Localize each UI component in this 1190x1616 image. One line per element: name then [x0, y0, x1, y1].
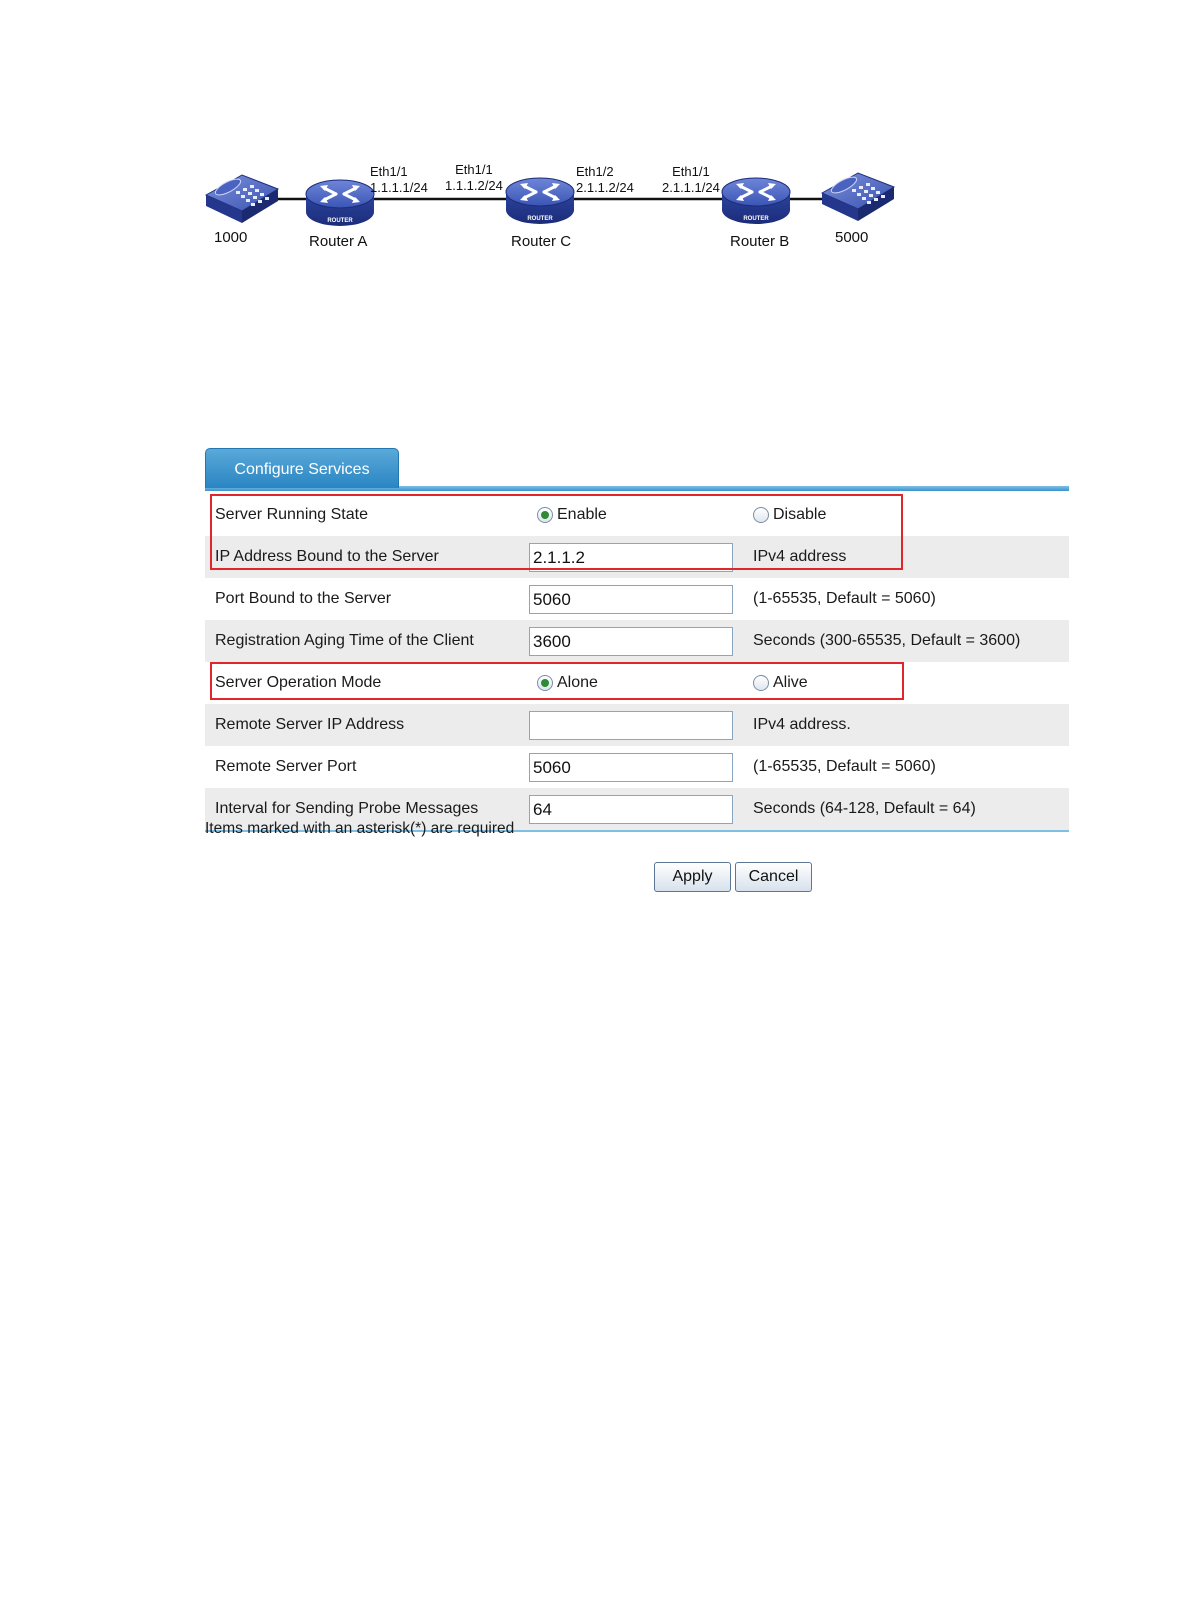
probe-interval-input[interactable]	[529, 795, 733, 824]
ip-address-bound-label: IP Address Bound to the Server	[215, 548, 439, 565]
port-iface: Eth1/2	[576, 164, 614, 179]
remote-ip-input[interactable]	[529, 711, 733, 740]
port-bound-hint: (1-65535, Default = 5060)	[753, 590, 936, 607]
remote-ip-label: Remote Server IP Address	[215, 716, 405, 733]
radio-selected-icon[interactable]	[537, 675, 553, 691]
endpoint-label-left: 1000	[214, 229, 248, 246]
ip-phone-icon	[822, 173, 894, 221]
enable-radio[interactable]	[537, 494, 607, 536]
required-fields-note: Items marked with an asterisk(*) are required	[205, 820, 515, 837]
remote-port-input[interactable]	[529, 753, 733, 782]
port-iface: Eth1/1	[455, 162, 493, 177]
tab-configure-services[interactable]: Configure Services	[205, 448, 399, 488]
router-c-label: Router C	[511, 233, 572, 250]
radio-unselected-icon[interactable]	[753, 507, 769, 523]
router-c-icon	[506, 178, 574, 224]
row-remote-server-port	[205, 746, 1069, 788]
probe-interval-label: Interval for Sending Probe Messages	[215, 800, 479, 817]
configure-services-panel	[205, 448, 1069, 832]
router-a-icon	[306, 180, 374, 226]
router-b-label: Router B	[730, 233, 790, 250]
enable-radio-label: Enable	[557, 506, 607, 523]
router-badge-text: ROUTER	[743, 216, 769, 222]
port-bound-label: Port Bound to the Server	[215, 590, 392, 607]
ip-address-bound-hint: IPv4 address	[753, 548, 847, 565]
port-label-routerC-right	[576, 164, 634, 196]
remote-port-hint: (1-65535, Default = 5060)	[753, 758, 936, 775]
tab-bar	[205, 448, 1069, 492]
aging-time-input[interactable]	[529, 627, 733, 656]
settings-table	[205, 494, 1069, 832]
port-ip: 1.1.1.2/24	[445, 178, 503, 193]
row-ip-address-bound	[205, 536, 1069, 578]
network-topology-diagram	[0, 0, 1190, 260]
alive-radio-label: Alive	[773, 674, 808, 691]
radio-selected-icon[interactable]	[537, 507, 553, 523]
row-remote-server-ip	[205, 704, 1069, 746]
topology-svg	[0, 0, 1190, 260]
port-label-routerC-left	[445, 162, 503, 194]
row-registration-aging-time	[205, 620, 1069, 662]
port-ip: 1.1.1.1/24	[370, 180, 428, 195]
remote-port-label: Remote Server Port	[215, 758, 357, 775]
aging-time-hint: Seconds (300-65535, Default = 3600)	[753, 632, 1021, 649]
remote-ip-hint: IPv4 address.	[753, 716, 851, 733]
port-ip: 2.1.1.1/24	[662, 180, 720, 195]
alone-radio-label: Alone	[557, 674, 598, 691]
port-iface: Eth1/1	[672, 164, 710, 179]
ip-phone-icon	[206, 175, 278, 223]
apply-button[interactable]: Apply	[654, 862, 731, 892]
radio-unselected-icon[interactable]	[753, 675, 769, 691]
row-port-bound	[205, 578, 1069, 620]
server-running-state-label: Server Running State	[215, 506, 368, 523]
cancel-button[interactable]: Cancel	[735, 862, 812, 892]
router-a-label: Router A	[309, 233, 368, 250]
disable-radio[interactable]	[753, 494, 826, 536]
port-ip: 2.1.1.2/24	[576, 180, 634, 195]
router-b-icon	[722, 178, 790, 224]
probe-interval-hint: Seconds (64-128, Default = 64)	[753, 800, 976, 817]
router-badge-text: ROUTER	[327, 218, 353, 224]
endpoint-label-right: 5000	[835, 229, 869, 246]
ip-address-bound-input[interactable]	[529, 543, 733, 572]
row-server-operation-mode	[205, 662, 1069, 704]
port-label-routerB	[662, 164, 720, 196]
port-bound-input[interactable]	[529, 585, 733, 614]
operation-mode-label: Server Operation Mode	[215, 674, 382, 691]
port-iface: Eth1/1	[370, 164, 408, 179]
row-server-running-state	[205, 494, 1069, 536]
disable-radio-label: Disable	[773, 506, 827, 523]
alive-radio[interactable]	[753, 662, 808, 704]
aging-time-label: Registration Aging Time of the Client	[215, 632, 474, 649]
alone-radio[interactable]	[537, 662, 598, 704]
port-label-routerA	[370, 164, 428, 196]
router-badge-text: ROUTER	[527, 216, 553, 222]
